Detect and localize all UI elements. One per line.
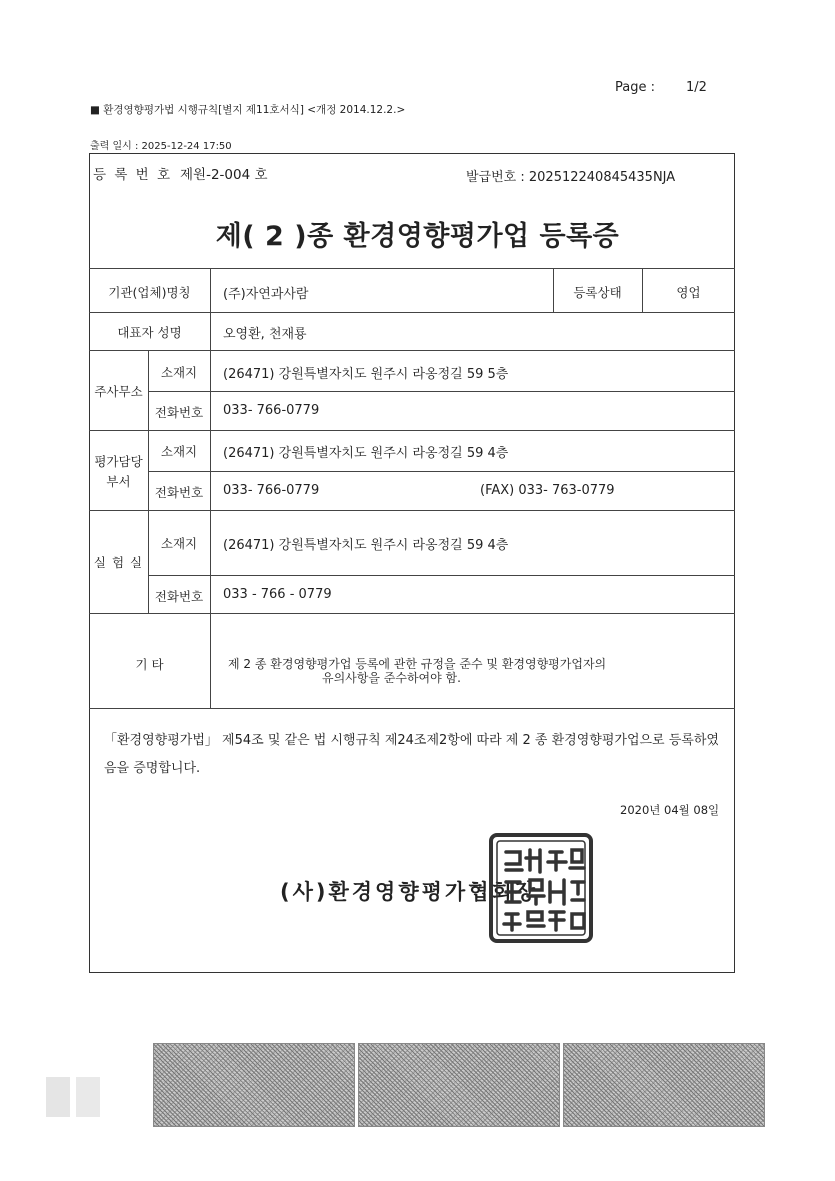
lab-phone-label: 전화번호 — [154, 589, 204, 604]
registration-number-label: 등 록 번 호 — [93, 167, 173, 183]
rule — [210, 268, 211, 708]
faded-logo-mark — [44, 1073, 104, 1121]
office-address-label: 소재지 — [160, 365, 198, 380]
rule — [89, 708, 735, 709]
document-title: 제( 2 )종 환경영향평가업 등록증 — [215, 221, 620, 252]
dept-address: (26471) 강원특별자치도 원주시 라옹정길 59 4층 — [223, 446, 509, 461]
other-label: 기 타 — [135, 657, 164, 672]
certificate-frame — [89, 153, 735, 973]
lab-address-label: 소재지 — [160, 536, 198, 551]
status-label: 등록상태 — [573, 285, 622, 300]
office-phone: 033- 766-0779 — [223, 403, 320, 418]
other-text-line2: 유의사항을 준수하여야 함. — [322, 671, 461, 685]
certification-statement: 「환경영향평가법」 제54조 및 같은 법 시행규칙 제24조제2항에 따라 제 2 종 환경영향평가업으로 등록하였음을 증명합니다. — [104, 733, 719, 776]
rule — [148, 575, 735, 576]
rule — [89, 430, 735, 431]
dept-phone-label: 전화번호 — [154, 485, 204, 500]
security-pattern-2 — [358, 1043, 560, 1127]
registration-number: 제원-2-004 호 — [180, 167, 268, 183]
rule — [89, 312, 735, 313]
office-address: (26471) 강원특별자치도 원주시 라옹정길 59 5층 — [223, 367, 509, 382]
rule — [89, 613, 735, 614]
other-text-line1: 제 2 종 환경영향평가업 등록에 관한 규정을 준수 및 환경영향평가업자의 — [228, 657, 607, 671]
org-name-label: 기관(업체)명칭 — [108, 285, 191, 300]
dept-phone: 033- 766-0779 — [223, 483, 320, 498]
page-number: 1/2 — [686, 80, 707, 95]
form-reference: ■ 환경영향평가법 시행규칙[별지 제11호서식] <개정 2014.12.2.> — [90, 104, 406, 116]
print-datetime: 출력 일시 : 2025-12-24 17:50 — [90, 141, 232, 152]
representative-label: 대표자 성명 — [117, 325, 182, 340]
representative-names: 오영환, 천재룡 — [223, 327, 307, 342]
issue-date: 2020년 04월 08일 — [620, 803, 720, 817]
org-name: (주)자연과사람 — [223, 287, 309, 302]
rule — [89, 510, 735, 511]
official-seal — [488, 832, 594, 944]
rule — [89, 268, 735, 269]
dept-address-label: 소재지 — [160, 444, 198, 459]
rule — [148, 391, 735, 392]
rule — [89, 350, 735, 351]
security-pattern-1 — [153, 1043, 355, 1127]
lab-phone: 033 - 766 - 0779 — [223, 587, 332, 602]
rule — [148, 350, 149, 613]
office-phone-label: 전화번호 — [154, 405, 204, 420]
status-value: 영업 — [676, 285, 701, 300]
issuer-name: (사)환경영향평가협회장 — [280, 880, 539, 904]
dept-label-line1: 평가담당 — [94, 454, 143, 469]
dept-fax: (FAX) 033- 763-0779 — [480, 483, 615, 498]
page-label: Page : — [615, 80, 655, 95]
lab-address: (26471) 강원특별자치도 원주시 라옹정길 59 4층 — [223, 538, 509, 553]
lab-label: 실 험 실 — [93, 555, 144, 570]
dept-label-line2: 부서 — [106, 474, 131, 489]
rule — [148, 471, 735, 472]
security-pattern-3 — [563, 1043, 765, 1127]
main-office-label: 주사무소 — [94, 384, 143, 399]
issue-number: 발급번호 : 202512240845435NJA — [466, 170, 676, 185]
